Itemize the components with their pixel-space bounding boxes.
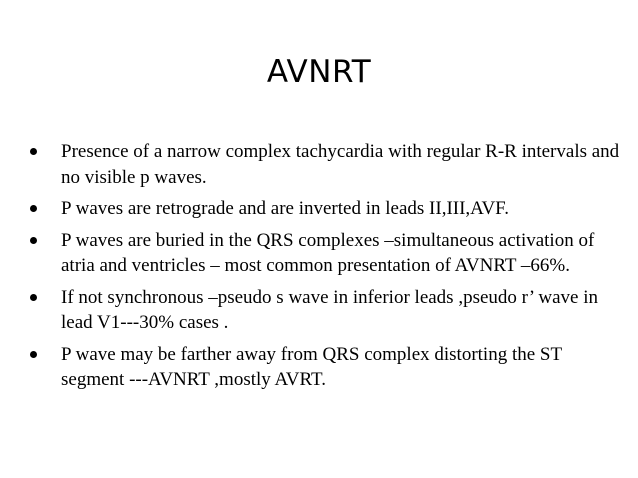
bullet-list <box>30 139 620 393</box>
bullet-text: If not synchronous –pseudo s wave in inferior leads ,pseudo r’ wave in lead V1---30% cases . <box>61 286 598 333</box>
bullet-item <box>30 228 620 279</box>
bullet-dot-icon <box>30 148 37 155</box>
bullet-dot-icon <box>30 205 37 212</box>
bullet-dot-icon <box>30 237 37 244</box>
bullet-item <box>30 342 620 393</box>
bullet-dot-icon <box>30 351 37 358</box>
bullet-item <box>30 139 620 190</box>
bullet-text: P waves are buried in the QRS complexes –simultaneous activation of atria and ventricles – most common presentation of AVNRT –66%. <box>61 229 595 276</box>
bullet-item <box>30 196 620 222</box>
bullet-text: P wave may be farther away from QRS complex distorting the ST segment ---AVNRT ,mostly AVRT. <box>61 343 562 390</box>
bullet-dot-icon <box>30 294 37 301</box>
bullet-text: P waves are retrograde and are inverted in leads II,III,AVF. <box>61 198 509 219</box>
slide-title: AVNRT <box>266 54 372 90</box>
bullet-text: Presence of a narrow complex tachycardia with regular R-R intervals and no visible p waves. <box>61 141 620 188</box>
bullet-item <box>30 285 620 336</box>
